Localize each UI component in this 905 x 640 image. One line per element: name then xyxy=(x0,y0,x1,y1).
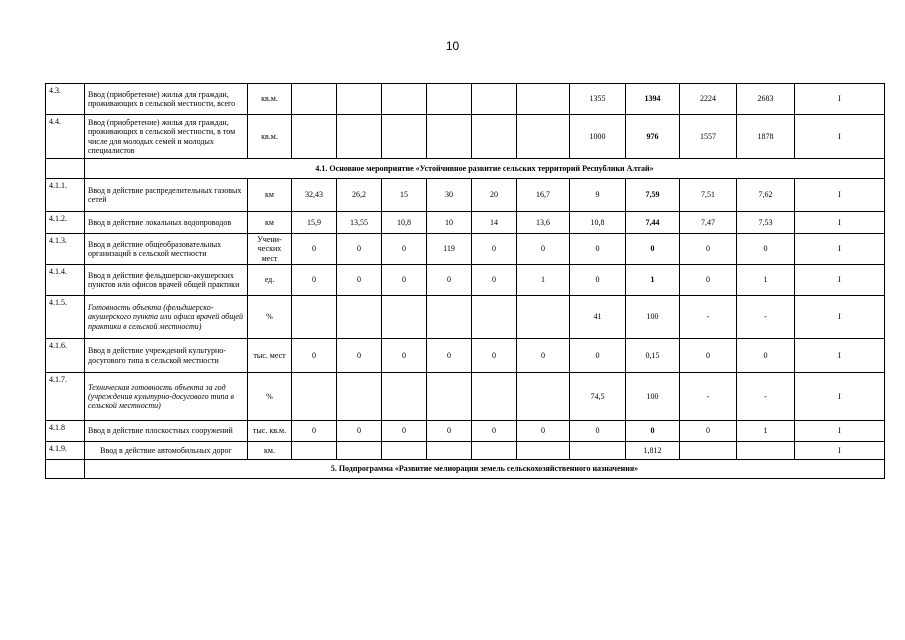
value-cell: 0 xyxy=(337,421,382,442)
value-cell: 10,8 xyxy=(570,212,626,234)
value-cell xyxy=(292,115,337,159)
value-cell: 0 xyxy=(680,265,737,296)
table-row xyxy=(46,265,885,296)
value-cell: 0 xyxy=(292,421,337,442)
value-cell: 0 xyxy=(517,234,570,265)
value-cell xyxy=(337,442,382,460)
table-row xyxy=(46,421,885,442)
value-cell: 7,51 xyxy=(680,179,737,212)
indicator-name: Ввод в действие фельдшерско-акушерских пунктов или офисов врачей общей практики xyxy=(85,265,248,296)
value-cell: 0 xyxy=(570,234,626,265)
value-cell: 7,47 xyxy=(680,212,737,234)
value-cell xyxy=(427,296,472,339)
unit-cell: Учени-ческих мест xyxy=(248,234,292,265)
value-cell: 7,62 xyxy=(737,179,795,212)
value-cell: 0 xyxy=(472,421,517,442)
table-row xyxy=(46,115,885,159)
unit-cell: тыс. кв.м. xyxy=(248,421,292,442)
indicator-name: Ввод (приобретение) жилья для граждан, проживающих в сельской местности, в том числе для молодых семей и молодых специалистов xyxy=(85,115,248,159)
value-cell: 0 xyxy=(427,339,472,373)
value-cell: 119 xyxy=(427,234,472,265)
unit-cell: км. xyxy=(248,442,292,460)
unit-cell: кв.м. xyxy=(248,84,292,115)
value-cell: 0 xyxy=(737,234,795,265)
value-cell xyxy=(737,442,795,460)
roman-cell: I xyxy=(795,373,885,421)
value-cell xyxy=(292,296,337,339)
row-number: 4.4. xyxy=(46,115,85,159)
section-title: 4.1. Основное мероприятие «Устойчивное развитие сельских территорий Республики Алтай» xyxy=(85,159,885,179)
value-cell: 0 xyxy=(382,265,427,296)
row-number: 4.1.2. xyxy=(46,212,85,234)
value-cell: 7,53 xyxy=(737,212,795,234)
page-number: 10 xyxy=(445,39,460,53)
table-row xyxy=(46,84,885,115)
section-row xyxy=(46,460,885,479)
value-cell: 0 xyxy=(292,339,337,373)
section-row xyxy=(46,159,885,179)
value-cell: 1557 xyxy=(680,115,737,159)
value-cell: 0 xyxy=(680,234,737,265)
row-number: 4.1.7. xyxy=(46,373,85,421)
value-cell: 100 xyxy=(626,296,680,339)
value-cell: 32,43 xyxy=(292,179,337,212)
value-cell xyxy=(382,442,427,460)
value-cell xyxy=(382,115,427,159)
value-cell: 1 xyxy=(737,421,795,442)
value-cell: 0 xyxy=(337,265,382,296)
value-cell xyxy=(472,442,517,460)
roman-cell: I xyxy=(795,265,885,296)
value-cell xyxy=(292,373,337,421)
row-number: 4.1.4. xyxy=(46,265,85,296)
value-cell: 0 xyxy=(680,339,737,373)
unit-cell: км xyxy=(248,179,292,212)
value-cell: 1,812 xyxy=(626,442,680,460)
value-cell: 0 xyxy=(472,339,517,373)
value-cell: 0 xyxy=(427,421,472,442)
value-cell xyxy=(337,296,382,339)
section-spacer-cell xyxy=(46,159,85,179)
roman-cell: I xyxy=(795,212,885,234)
row-number: 4.1.5. xyxy=(46,296,85,339)
value-cell: 0 xyxy=(427,265,472,296)
value-cell: 0 xyxy=(626,234,680,265)
roman-cell: I xyxy=(795,442,885,460)
value-cell xyxy=(517,296,570,339)
roman-cell: I xyxy=(795,115,885,159)
value-cell: 0 xyxy=(517,421,570,442)
row-number: 4.1.1. xyxy=(46,179,85,212)
value-cell: 0 xyxy=(337,339,382,373)
unit-cell: ед. xyxy=(248,265,292,296)
value-cell: 0 xyxy=(737,339,795,373)
table-row xyxy=(46,179,885,212)
unit-cell: % xyxy=(248,296,292,339)
value-cell: 15,9 xyxy=(292,212,337,234)
value-cell: 0 xyxy=(382,421,427,442)
indicator-name: Ввод (приобретение) жилья для граждан, проживающих в сельской местности, всего xyxy=(85,84,248,115)
unit-cell: км xyxy=(248,212,292,234)
value-cell xyxy=(337,84,382,115)
value-cell xyxy=(292,84,337,115)
value-cell: 0 xyxy=(382,339,427,373)
section-title: 5. Подпрограмма «Развитие мелиорации земель сельскохозяйственного назначения» xyxy=(85,460,885,479)
value-cell: 0 xyxy=(382,234,427,265)
indicator-name: Ввод в действие распределительных газовых сетей xyxy=(85,179,248,212)
value-cell: 1878 xyxy=(737,115,795,159)
roman-cell: I xyxy=(795,339,885,373)
table-row xyxy=(46,212,885,234)
value-cell: 976 xyxy=(626,115,680,159)
value-cell: 13,55 xyxy=(337,212,382,234)
value-cell xyxy=(337,115,382,159)
value-cell: 26,2 xyxy=(337,179,382,212)
value-cell xyxy=(382,373,427,421)
row-number: 4.1.9. xyxy=(46,442,85,460)
value-cell: 100 xyxy=(626,373,680,421)
value-cell: - xyxy=(680,296,737,339)
roman-cell: I xyxy=(795,84,885,115)
value-cell: 14 xyxy=(472,212,517,234)
unit-cell: тыс. мест xyxy=(248,339,292,373)
value-cell xyxy=(427,84,472,115)
value-cell: 0,15 xyxy=(626,339,680,373)
section-spacer-cell xyxy=(46,460,85,479)
row-number: 4.1.3. xyxy=(46,234,85,265)
table-row xyxy=(46,296,885,339)
value-cell xyxy=(517,442,570,460)
value-cell: 1000 xyxy=(570,115,626,159)
value-cell: 0 xyxy=(570,421,626,442)
value-cell xyxy=(472,373,517,421)
value-cell: 1 xyxy=(517,265,570,296)
value-cell xyxy=(427,373,472,421)
value-cell xyxy=(382,84,427,115)
value-cell xyxy=(472,84,517,115)
value-cell xyxy=(292,442,337,460)
value-cell: 41 xyxy=(570,296,626,339)
value-cell xyxy=(337,373,382,421)
value-cell xyxy=(472,115,517,159)
value-cell: 0 xyxy=(570,339,626,373)
value-cell: 1355 xyxy=(570,84,626,115)
table-row xyxy=(46,339,885,373)
value-cell: 9 xyxy=(570,179,626,212)
value-cell: 1 xyxy=(737,265,795,296)
indicator-name: Ввод в действие общеобразовательных организаций в сельской местности xyxy=(85,234,248,265)
value-cell: 0 xyxy=(337,234,382,265)
value-cell: 16,7 xyxy=(517,179,570,212)
indicators-table xyxy=(45,83,885,479)
value-cell xyxy=(517,373,570,421)
indicator-name: Техническая готовность объекта за год (учреждения культурно-досугового типа в сельской местности) xyxy=(85,373,248,421)
roman-cell: I xyxy=(795,421,885,442)
value-cell: 0 xyxy=(626,421,680,442)
value-cell: 7,59 xyxy=(626,179,680,212)
value-cell: 2683 xyxy=(737,84,795,115)
value-cell: - xyxy=(680,373,737,421)
table-row xyxy=(46,234,885,265)
indicator-name: Ввод в действие учреждений культурно-досугового типа в сельской местности xyxy=(85,339,248,373)
indicator-name: Готовность объекта (фельдшерско-акушерского пункта или офиса врачей общей практики в сельской местности) xyxy=(85,296,248,339)
value-cell: - xyxy=(737,296,795,339)
value-cell xyxy=(517,115,570,159)
value-cell: 20 xyxy=(472,179,517,212)
value-cell: 1394 xyxy=(626,84,680,115)
value-cell: 7,44 xyxy=(626,212,680,234)
indicator-name: Ввод в действие автомобильных дорог xyxy=(85,442,248,460)
value-cell: 0 xyxy=(570,265,626,296)
row-number: 4.1.6. xyxy=(46,339,85,373)
value-cell xyxy=(472,296,517,339)
roman-cell: I xyxy=(795,179,885,212)
table-row xyxy=(46,373,885,421)
value-cell: - xyxy=(737,373,795,421)
value-cell: 30 xyxy=(427,179,472,212)
unit-cell: кв.м. xyxy=(248,115,292,159)
value-cell: 0 xyxy=(292,265,337,296)
unit-cell: % xyxy=(248,373,292,421)
value-cell xyxy=(427,442,472,460)
value-cell: 15 xyxy=(382,179,427,212)
value-cell: 1 xyxy=(626,265,680,296)
value-cell xyxy=(680,442,737,460)
row-number: 4.3. xyxy=(46,84,85,115)
value-cell: 0 xyxy=(292,234,337,265)
value-cell: 2224 xyxy=(680,84,737,115)
table-row xyxy=(46,442,885,460)
indicator-name: Ввод в действие плоскостных сооружений xyxy=(85,421,248,442)
roman-cell: I xyxy=(795,234,885,265)
value-cell xyxy=(517,84,570,115)
value-cell xyxy=(427,115,472,159)
value-cell: 0 xyxy=(472,234,517,265)
value-cell: 74,5 xyxy=(570,373,626,421)
value-cell xyxy=(570,442,626,460)
value-cell xyxy=(382,296,427,339)
value-cell: 0 xyxy=(472,265,517,296)
value-cell: 0 xyxy=(517,339,570,373)
value-cell: 10 xyxy=(427,212,472,234)
row-number: 4.1.8 xyxy=(46,421,85,442)
indicator-name: Ввод в действие локальных водопроводов xyxy=(85,212,248,234)
value-cell: 10,8 xyxy=(382,212,427,234)
value-cell: 0 xyxy=(680,421,737,442)
roman-cell: I xyxy=(795,296,885,339)
value-cell: 13,6 xyxy=(517,212,570,234)
